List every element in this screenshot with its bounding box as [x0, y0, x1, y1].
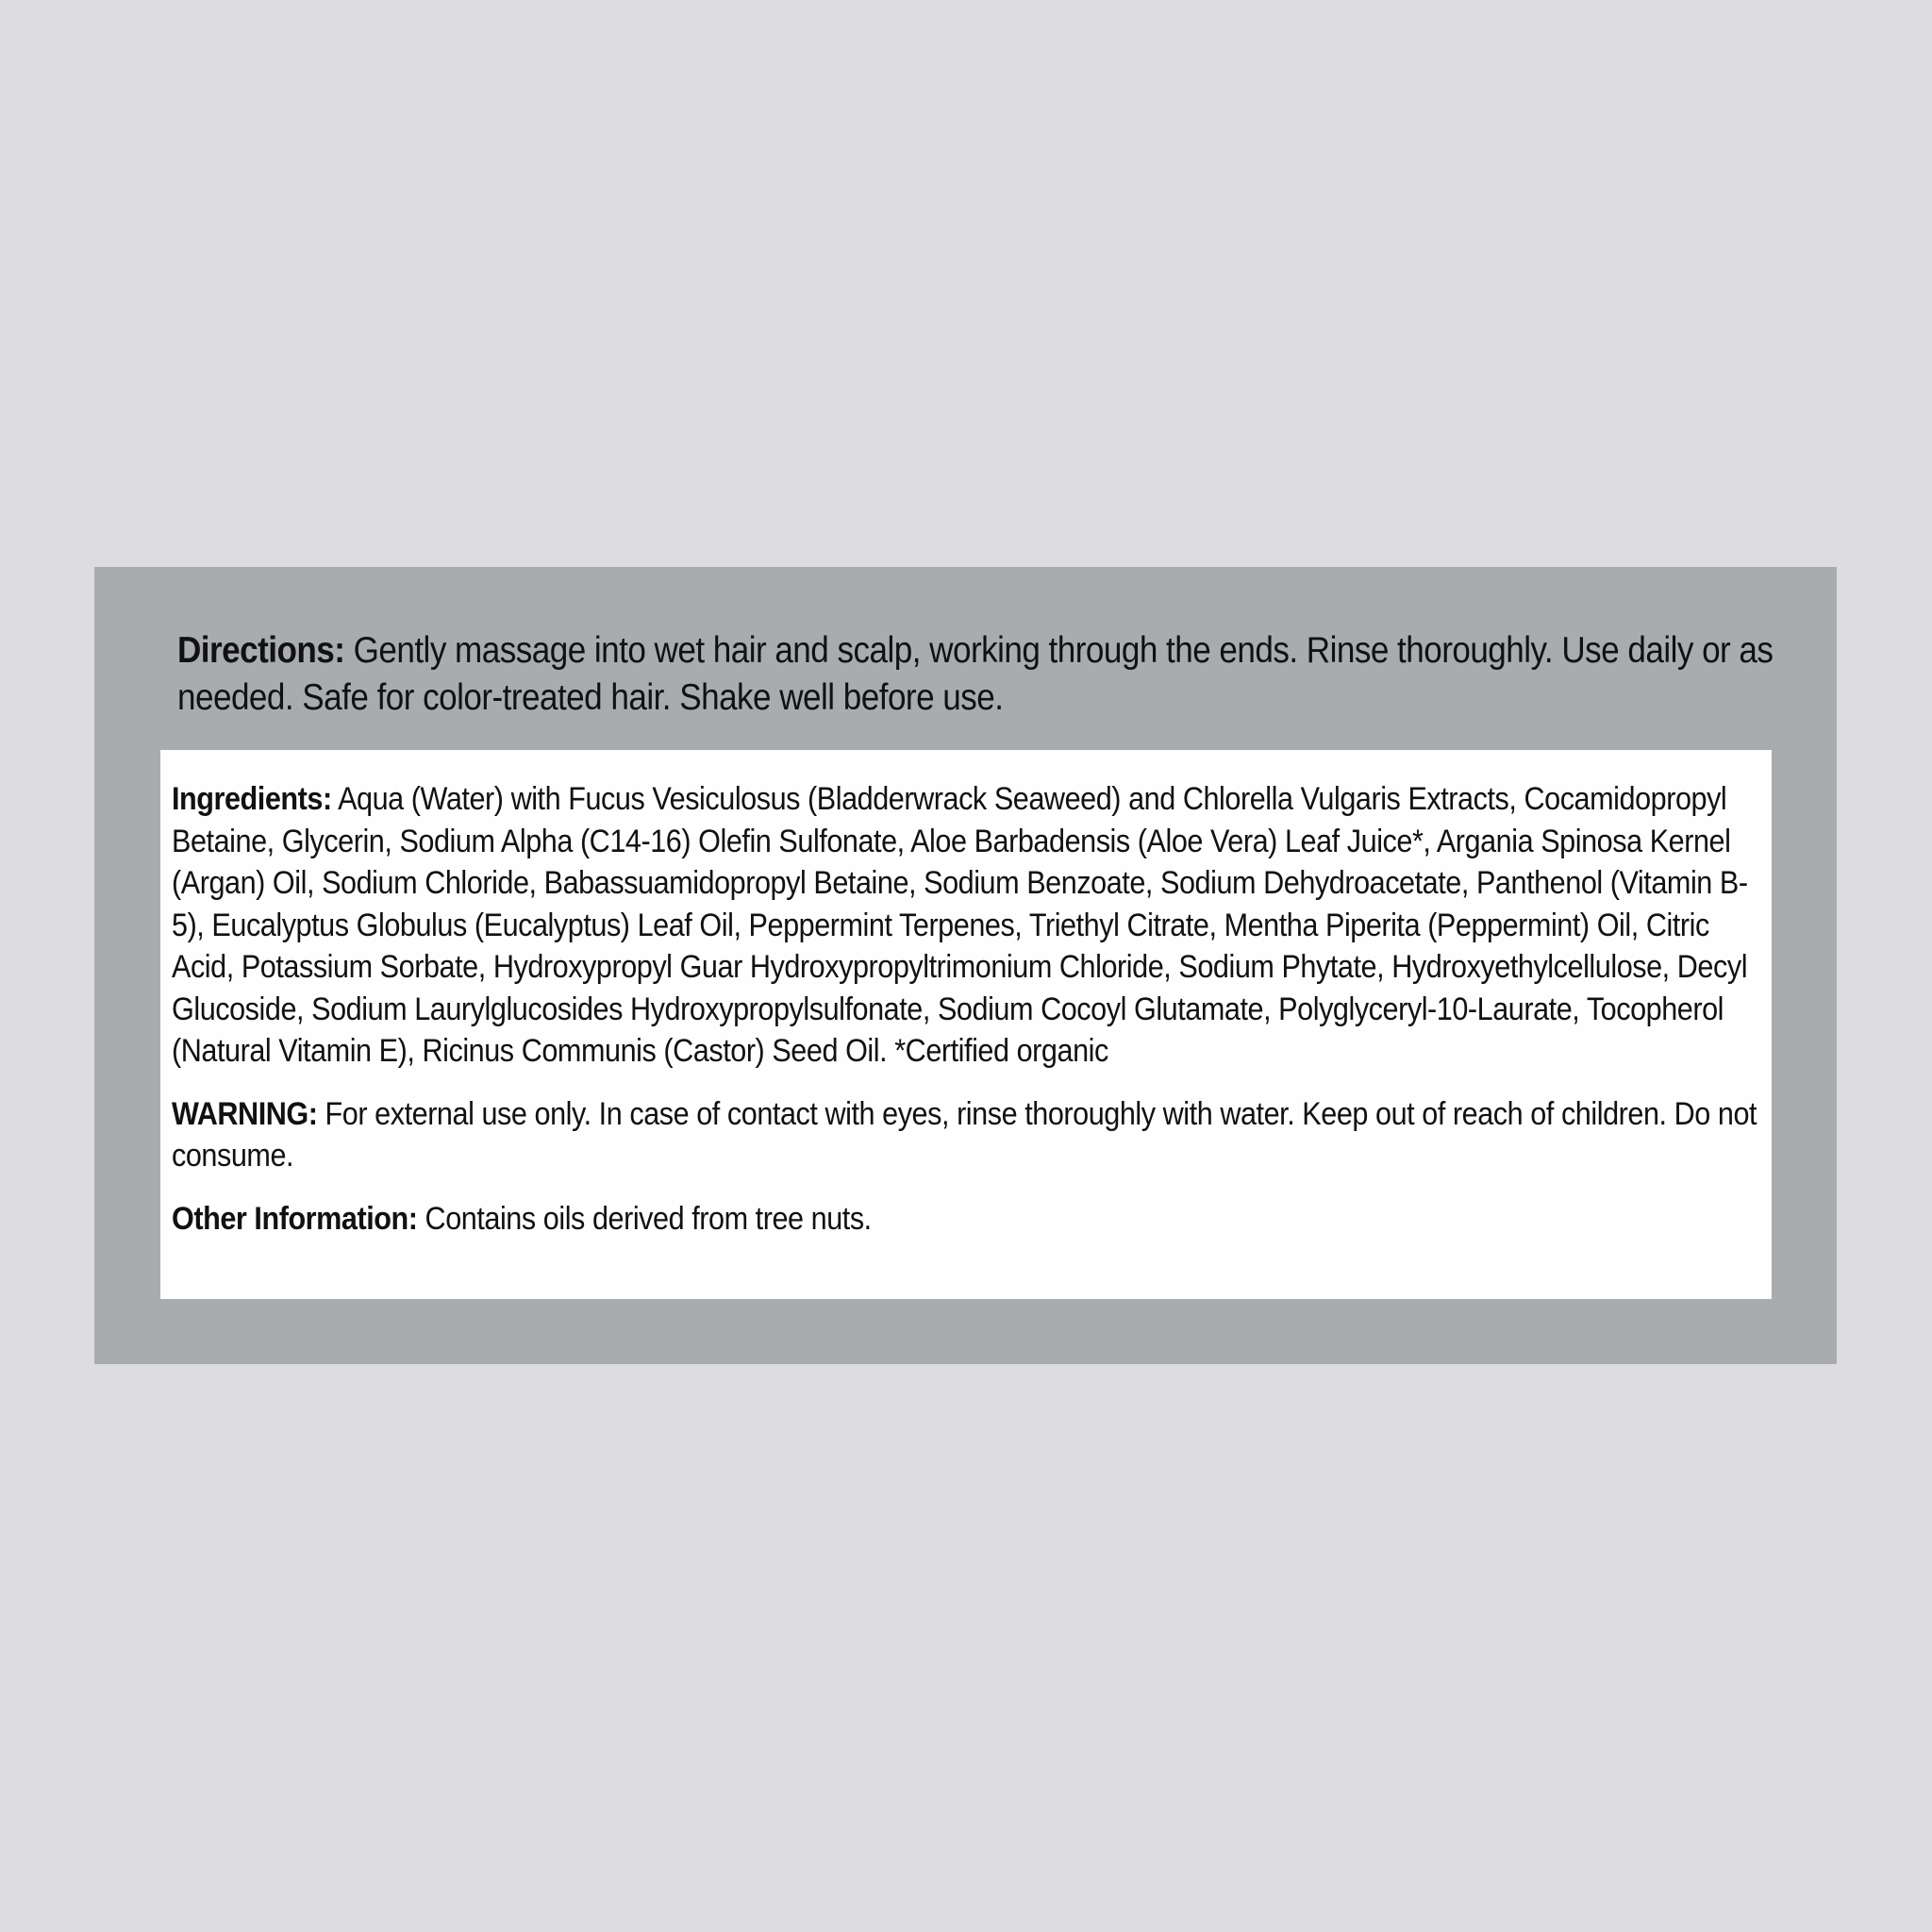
info-content	[172, 778, 1776, 1240]
ingredients-label: Ingredients:	[172, 781, 332, 817]
warning-label: WARNING:	[172, 1095, 318, 1132]
ingredients-text: Aqua (Water) with Fucus Vesiculosus (Bladderwrack Seaweed) and Chlorella Vulgaris Extracts, Cocamidopropyl Betaine, Glycerin, Sodium Alpha (C14-16) Olefin Sulfonate, Aloe Barbadensis (Aloe Vera) Leaf Juice*, Argania Spinosa Kernel (Argan) Oil, Sodium Chloride, Babassuamidopropyl Betaine, Sodium Benzoate, Sodium Dehydroacetate, Panthenol (Vitamin B-5), Eucalyptus Globulus (Eucalyptus) Leaf Oil, Peppermint Terpenes, Triethyl Citrate, Mentha Piperita (Peppermint) Oil, Citric Acid, Potassium Sorbate, Hydroxypropyl Guar Hydroxypropyltrimonium Chloride, Sodium Phytate, Hydroxyethylcellulose, Decyl Glucoside, Sodium Laurylglucosides Hydroxypropylsulfonate, Sodium Cocoyl Glutamate, Polyglyceryl-10-Laurate, Tocopherol (Natural Vitamin E), Ricinus Communis (Castor) Seed Oil. *Certified organic	[172, 781, 1748, 1069]
other-information-text: Contains oils derived from tree nuts.	[425, 1200, 872, 1237]
ingredients-paragraph	[172, 778, 1776, 1073]
warning-text: For external use only. In case of contact with eyes, rinse thoroughly with water. Keep out of reach of children. Do not consume.	[172, 1095, 1757, 1174]
directions-paragraph	[177, 627, 1774, 722]
other-information-paragraph	[172, 1198, 1776, 1241]
directions-label: Directions:	[177, 630, 345, 671]
directions-text: Gently massage into wet hair and scalp, working through the ends. Rinse thoroughly. Use daily or as needed. Safe for color-treated hair. Shake well before use.	[177, 630, 1774, 718]
info-box	[160, 750, 1772, 1299]
warning-paragraph	[172, 1093, 1776, 1177]
other-information-label: Other Information:	[172, 1200, 418, 1237]
label-panel	[94, 567, 1837, 1364]
